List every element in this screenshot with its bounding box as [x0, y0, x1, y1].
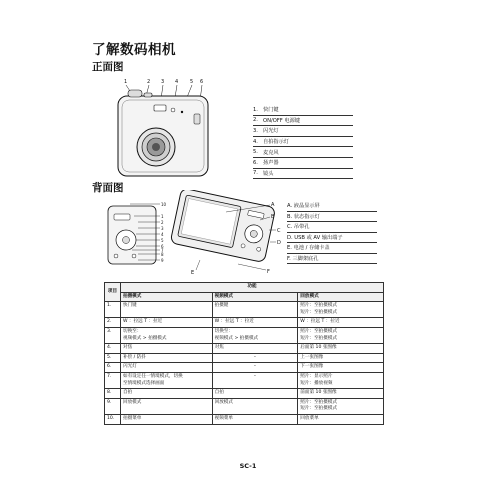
table-cell: 上一张图像	[298, 353, 384, 363]
row-number: 5.	[105, 353, 121, 363]
front-item-7: 7. 镜头	[253, 169, 353, 180]
back-callout-9: 9	[161, 258, 164, 263]
row-number: 7.	[105, 372, 121, 388]
front-callout-1: 1	[124, 79, 128, 85]
back-item: C. 吊带孔	[287, 222, 377, 233]
table-cell: 回放模式	[120, 398, 212, 414]
back-callout-2: 2	[161, 220, 164, 225]
table-row	[105, 344, 384, 354]
front-callout-3: 3	[161, 79, 165, 85]
table-row	[105, 389, 384, 399]
back-callout-5: 5	[161, 238, 164, 243]
back-callout-C: C	[277, 228, 281, 234]
back-item: D. USB 或 AV 输出端子	[287, 233, 377, 244]
table-header-row	[105, 283, 384, 293]
table-cell: 自拍	[212, 389, 298, 399]
table-cell: 切换至： 视频模式 > 拍摄模式	[120, 327, 212, 343]
back-item: B. 状态指示灯	[287, 212, 377, 223]
table-cell: 拍摄菜单	[120, 414, 212, 424]
table-row	[105, 372, 384, 388]
back-callout-A: A	[271, 202, 275, 208]
back-callout-6: 6	[161, 244, 164, 249]
table-cell: 闪光灯	[120, 363, 212, 373]
table-cell: 照片：至拍摄模式 短片：至拍摄模式	[298, 302, 384, 318]
table-cell: 回放模式	[212, 398, 298, 414]
function-table	[104, 282, 384, 425]
table-cell: –	[212, 353, 298, 363]
table-row	[105, 363, 384, 373]
table-cell: 补偿 / 防抖	[120, 353, 212, 363]
row-number: 9.	[105, 398, 121, 414]
table-cell: W ：拉远 T ：拉近	[298, 318, 384, 328]
front-callout-4: 4	[175, 79, 179, 85]
table-row	[105, 353, 384, 363]
row-number: 6.	[105, 363, 121, 373]
table-cell: –	[212, 363, 298, 373]
back-callout-B: B	[271, 214, 275, 220]
table-cell: 对焦	[212, 344, 298, 354]
back-item: F. 三脚架底孔	[287, 254, 377, 265]
back-callout-D: D	[277, 240, 281, 246]
back-item: E. 电池 / 存储卡盖	[287, 243, 377, 254]
table-cell: 前面第 10 张图像	[298, 389, 384, 399]
front-item-6: 6. 扬声器	[253, 158, 353, 169]
front-view-title: 正面图	[92, 61, 124, 73]
front-callout-6: 6	[200, 79, 204, 85]
front-callout-5: 5	[190, 79, 194, 85]
table-cell: 下一张图像	[298, 363, 384, 373]
page-number: SC-1	[239, 462, 257, 470]
col-header-capture: 拍摄模式	[120, 292, 212, 302]
back-callout-3: 3	[161, 226, 164, 231]
table-cell: 回放菜单	[298, 414, 384, 424]
table-cell: 视频菜单	[212, 414, 298, 424]
front-item-2: 2. ON/OFF 电源键	[253, 116, 353, 127]
table-row	[105, 318, 384, 328]
item-header: 项目	[105, 283, 121, 302]
row-number: 4.	[105, 344, 121, 354]
back-view-title: 背面图	[92, 182, 124, 194]
back-callout-1: 1	[161, 214, 164, 219]
table-cell: 照片：至拍摄模式 短片：至拍摄模式	[298, 398, 384, 414]
front-item-3: 3. 闪光灯	[253, 126, 353, 137]
front-camera-illustration	[106, 72, 256, 182]
row-number: 10.	[105, 414, 121, 424]
back-parts-list	[287, 201, 377, 264]
col-header-video: 视频模式	[212, 292, 298, 302]
table-cell: W ：拉远 T ：拉近	[120, 318, 212, 328]
table-cell: 照片：显示照片 短片：播放视频	[298, 372, 384, 388]
table-row	[105, 327, 384, 343]
table-row	[105, 414, 384, 424]
col-header-playback: 回放模式	[298, 292, 384, 302]
table-subheader-row	[105, 292, 384, 302]
row-number: 8.	[105, 389, 121, 399]
table-cell: 后面第 10 张图像	[298, 344, 384, 354]
front-item-5: 5. 麦克风	[253, 147, 353, 158]
table-cell: 拍摄键	[212, 302, 298, 318]
function-header: 功能	[120, 283, 383, 293]
back-controls-illustration	[104, 196, 174, 268]
page-title: 了解数码相机	[92, 42, 176, 58]
row-number: 2.	[105, 318, 121, 328]
table-cell: 切换至： 视频模式 > 拍摄模式	[212, 327, 298, 343]
back-camera-illustration	[166, 190, 284, 276]
table-cell: 快门键	[120, 302, 212, 318]
table-cell: 照片：至拍摄模式 短片：至拍摄模式	[298, 327, 384, 343]
row-number: 3.	[105, 327, 121, 343]
table-cell: –	[212, 372, 298, 388]
back-item: A. 液晶显示屏	[287, 201, 377, 212]
row-number: 1.	[105, 302, 121, 318]
back-callout-4: 4	[161, 232, 164, 237]
back-callout-E: E	[191, 270, 195, 276]
table-cell: 自拍	[120, 389, 212, 399]
front-item-1: 1. 快门键	[253, 105, 353, 116]
front-parts-list	[253, 105, 353, 179]
table-row	[105, 302, 384, 318]
back-callout-7: 7	[161, 248, 164, 253]
table-cell: 如有设定任一情境模式，切换 至情境模式选择画面	[120, 372, 212, 388]
back-callout-8: 8	[161, 252, 164, 257]
table-cell: 对焦	[120, 344, 212, 354]
front-callout-2: 2	[147, 79, 151, 85]
back-callout-10: 10	[161, 202, 167, 207]
table-row	[105, 398, 384, 414]
front-item-4: 4. 自拍指示灯	[253, 137, 353, 148]
table-cell: W ：拉远 T ：拉近	[212, 318, 298, 328]
back-callout-F: F	[267, 269, 270, 275]
